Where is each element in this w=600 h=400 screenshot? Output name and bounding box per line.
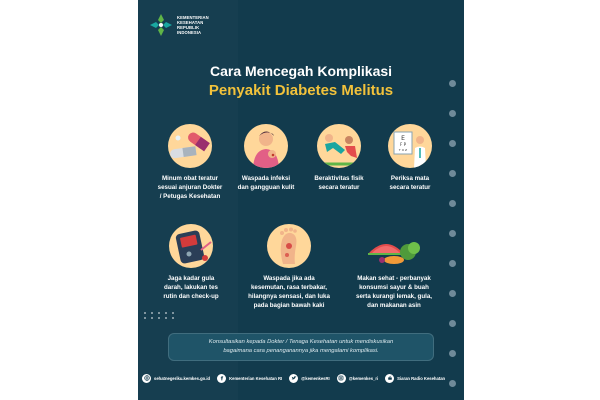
pills-icon (168, 124, 212, 168)
caption-line: dan gangguan kulit (237, 184, 295, 191)
logo-line: REPUBLIK (177, 25, 200, 30)
consultation-note (168, 333, 434, 361)
svg-text:T O Z: T O Z (398, 148, 408, 152)
radio-icon[interactable] (385, 374, 394, 383)
caption-line: dan makanan asin (367, 302, 421, 309)
kemenkes-logo (148, 12, 209, 38)
logo-line: KEMENTERIAN (177, 15, 209, 20)
footer-label-facebook[interactable]: Kementerian Kesehatan RI (229, 375, 283, 381)
decor-dot (449, 350, 456, 357)
tip-foot-care (238, 224, 340, 310)
social-footer (142, 372, 462, 384)
tip-caption (158, 174, 223, 201)
tip-exercise (304, 124, 374, 192)
decor-dot (449, 110, 456, 117)
decor-dot (449, 170, 456, 177)
kemenkes-logo-text (177, 15, 209, 35)
caption-line: Minum obat teratur (161, 175, 219, 182)
infection-person-icon (244, 124, 288, 168)
caption-line: rutin dan check-up (163, 293, 219, 300)
tip-caption (248, 274, 330, 310)
tip-infection (228, 124, 304, 192)
foot-wound-icon (267, 224, 311, 268)
dots-decoration (144, 312, 176, 319)
caption-line: pada bagian bawah kaki (253, 302, 325, 309)
caption-line: Jaga kadar gula (167, 275, 215, 282)
caption-line: kesemutan, rasa terbakar, (250, 284, 327, 291)
decor-dot (449, 260, 456, 267)
caption-line: Waspada jika ada (263, 275, 315, 282)
decor-dot (449, 80, 456, 87)
page-title: Cara Mencegah Komplikasi (209, 63, 393, 79)
caption-line: secara teratur (318, 184, 360, 191)
vegetables-icon (372, 224, 416, 268)
footer-label-twitter[interactable]: @kemenkesRI (301, 375, 330, 381)
tip-caption (314, 174, 363, 192)
page-subtitle: Penyakit Diabetes Melitus (208, 82, 394, 99)
caption-line: Periksa mata (390, 175, 430, 182)
tip-healthy-eating (342, 224, 446, 310)
caption-line: hilangnya sensasi, dan luka (248, 293, 330, 300)
caption-line: sesuai anjuran Dokter (157, 184, 223, 191)
caption-line: Makan sehat - perbanyak (357, 275, 431, 282)
footer-label-instagram[interactable]: @kemenkes_ri (348, 375, 379, 381)
decor-dot (449, 140, 456, 147)
side-decoration (449, 80, 456, 400)
logo-line: INDONESIA (177, 30, 202, 35)
note-line: bagaimana cara penanganannya jika mengalami komplikasi. (223, 348, 379, 354)
caption-line: konsumsi sayur & buah (359, 284, 429, 291)
decor-dot (449, 200, 456, 207)
tip-caption (163, 274, 218, 301)
infographic-poster (138, 0, 464, 400)
exercise-icon (317, 124, 361, 168)
web-icon[interactable] (142, 374, 151, 383)
twitter-icon[interactable] (289, 374, 298, 383)
footer-label-radio[interactable]: Siaran Radio Kesehatan (397, 375, 446, 381)
caption-line: / Petugas Kesehatan (159, 193, 221, 200)
caption-line: Waspada infeksi (241, 175, 291, 182)
tip-caption (390, 174, 431, 192)
caption-line: darah, lakukan tes (163, 284, 218, 291)
tip-blood-sugar (148, 224, 234, 301)
tip-caption (356, 274, 432, 310)
caption-line: Beraktivitas fisik (314, 175, 364, 182)
facebook-icon[interactable] (217, 374, 226, 383)
eye-exam-icon (388, 124, 432, 168)
tip-medication (150, 124, 230, 201)
svg-text:E: E (401, 135, 405, 142)
decor-dot (449, 320, 456, 327)
decor-dot (449, 230, 456, 237)
logo-line: KESEHATAN (177, 20, 204, 25)
kemenkes-logo-icon (148, 12, 174, 38)
tip-caption (238, 174, 295, 192)
glucose-meter-icon (169, 224, 213, 268)
footer-label-web[interactable]: sehatnegeriku.kemkes.go.id (154, 375, 211, 381)
tip-eye-exam (374, 124, 446, 192)
instagram-icon[interactable] (337, 374, 346, 383)
caption-line: serta kurangi lemak, gula, (356, 293, 432, 300)
decor-dot (449, 290, 456, 297)
svg-text:F P: F P (400, 142, 406, 147)
note-line: Konsultasikan kepada Dokter / Tenaga Kesehatan untuk mendiskusikan (208, 339, 394, 345)
caption-line: secara teratur (389, 184, 431, 191)
